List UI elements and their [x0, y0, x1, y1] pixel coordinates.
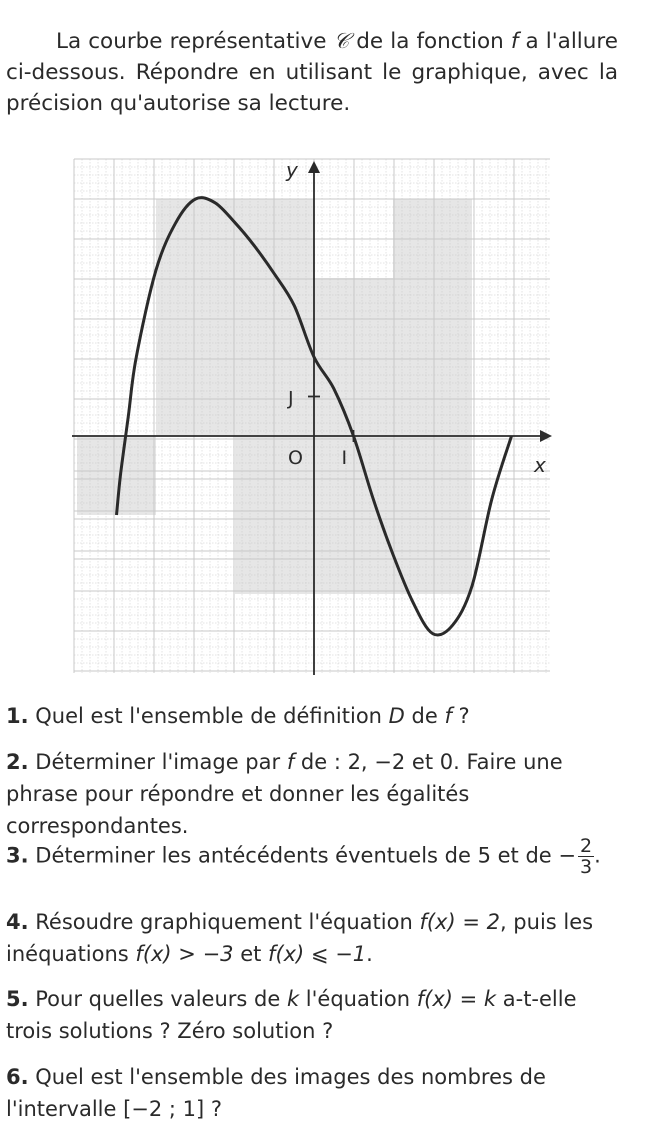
question-number: 6.	[6, 1065, 29, 1089]
question-text: .	[594, 843, 601, 868]
unit-label-I: I	[341, 447, 348, 469]
y-axis-label: y	[286, 158, 298, 182]
question-text: ?	[451, 704, 470, 728]
question-5	[6, 983, 618, 1047]
question-text: a-t-elle trois solutions ? Zéro solution ?	[6, 987, 577, 1043]
function-name: f	[286, 750, 295, 774]
question-2	[6, 746, 618, 842]
question-number: 2.	[6, 750, 29, 774]
shaded-region	[156, 199, 235, 436]
fraction-numerator: 2	[580, 835, 593, 857]
question-1	[6, 700, 618, 732]
question-6	[6, 1061, 618, 1125]
question-number: 5.	[6, 987, 29, 1011]
question-4	[6, 906, 618, 970]
question-text: l'équation	[299, 987, 417, 1011]
fraction	[578, 836, 594, 877]
origin-label: O	[288, 447, 303, 469]
intro-text: a l'allure ci-dessous. Répondre en utilisant le graphique, avec la précision qu'autorise sa lecture.	[6, 29, 618, 116]
function-name: f	[444, 704, 452, 728]
question-text: Déterminer les antécédents éventuels de 5 et de −	[28, 843, 576, 868]
question-number: 1.	[6, 704, 29, 728]
intro-text: de la fonction	[349, 29, 511, 54]
fraction-denominator: 3	[580, 856, 593, 878]
question-text: de	[404, 704, 445, 728]
question-text: Résoudre graphiquement l'équation	[28, 910, 420, 934]
question-text: et	[233, 942, 269, 966]
question-text: Pour quelles valeurs de	[28, 987, 287, 1011]
intro-paragraph	[6, 26, 618, 119]
question-text: Déterminer l'image par	[28, 750, 287, 774]
parameter-k: k	[286, 987, 300, 1011]
question-text: .	[366, 942, 373, 966]
function-graph	[70, 155, 554, 677]
question-text: Quel est l'ensemble des images des nombres de l'intervalle [−2 ; 1] ?	[6, 1065, 546, 1121]
equation: f(x) = 2	[419, 910, 500, 934]
question-number: 3.	[6, 843, 29, 868]
question-text: , puis les inéquations	[6, 910, 594, 966]
inequation: f(x) > −3	[135, 942, 234, 966]
unit-label-J: J	[288, 387, 294, 410]
curve-symbol: 𝒞	[333, 29, 350, 54]
set-D: D	[388, 704, 405, 728]
intro-text: La courbe représentative	[56, 29, 334, 54]
question-3	[6, 836, 618, 877]
inequation: f(x) ⩽ −1	[268, 942, 367, 966]
equation: f(x) = k	[416, 987, 497, 1011]
function-name: f	[510, 29, 519, 54]
question-text: Quel est l'ensemble de définition	[28, 704, 389, 728]
x-axis-arrow	[540, 430, 552, 442]
question-number: 4.	[6, 910, 29, 934]
question-text: de : 2, −2 et 0. Faire une phrase pour répondre et donner les égalités correspondantes.	[6, 750, 563, 838]
x-axis-label: x	[534, 453, 546, 477]
